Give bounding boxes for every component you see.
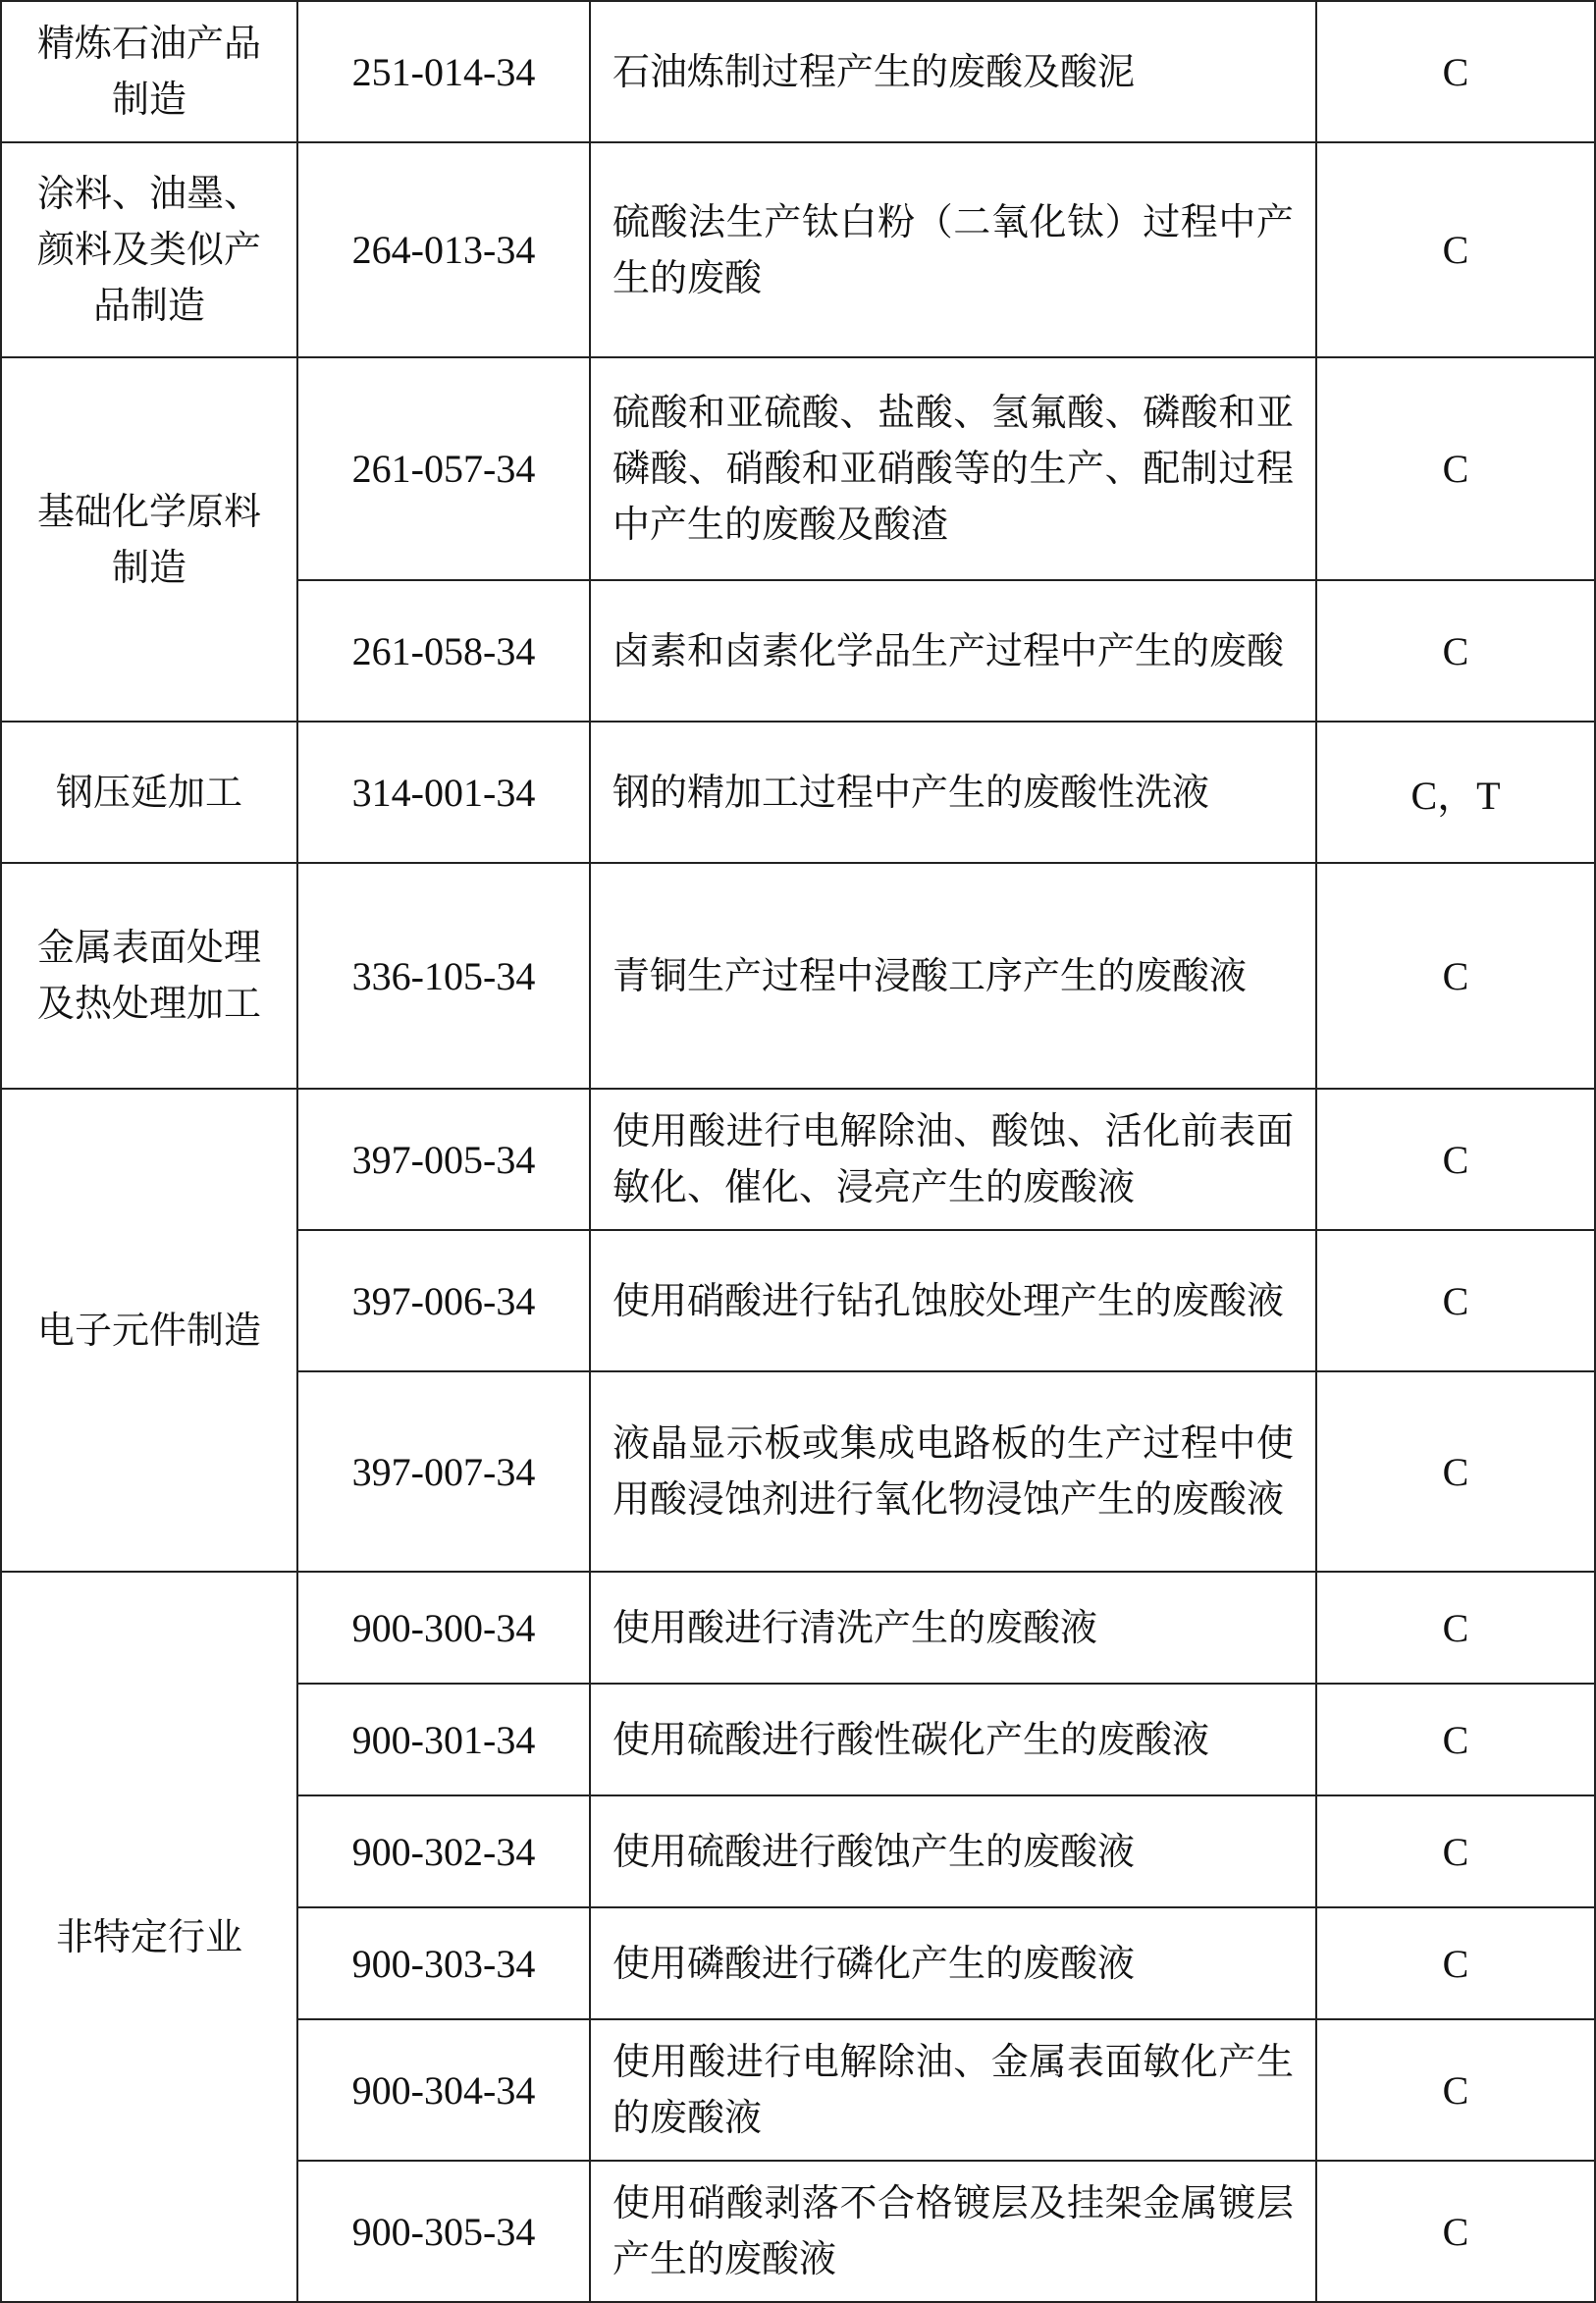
table-row xyxy=(1,722,1595,863)
hazard-characteristic-cell: C xyxy=(1316,142,1595,357)
waste-code-cell: 251-014-34 xyxy=(297,1,590,142)
hazard-characteristic-cell: C xyxy=(1316,1230,1595,1371)
waste-code-cell: 264-013-34 xyxy=(297,142,590,357)
hazard-characteristic-cell: C，T xyxy=(1316,722,1595,863)
waste-code-cell: 336-105-34 xyxy=(297,863,590,1089)
hazard-characteristic-cell: C xyxy=(1316,580,1595,722)
waste-description-cell: 使用酸进行清洗产生的废酸液 xyxy=(590,1572,1316,1684)
hazard-characteristic-cell: C xyxy=(1316,863,1595,1089)
waste-description-cell: 石油炼制过程产生的废酸及酸泥 xyxy=(590,1,1316,142)
industry-cell: 基础化学原料制造 xyxy=(1,357,297,722)
hazard-characteristic-cell: C xyxy=(1316,357,1595,580)
table-row xyxy=(1,1572,1595,1684)
hazard-characteristic-cell: C xyxy=(1316,2161,1595,2302)
waste-description-cell: 使用硝酸进行钻孔蚀胶处理产生的废酸液 xyxy=(590,1230,1316,1371)
waste-description-cell: 使用硫酸进行酸性碳化产生的废酸液 xyxy=(590,1684,1316,1795)
hazard-characteristic-cell: C xyxy=(1316,1907,1595,2019)
hazard-characteristic-cell: C xyxy=(1316,1371,1595,1572)
table-row xyxy=(1,1,1595,142)
industry-cell: 涂料、油墨、颜料及类似产品制造 xyxy=(1,142,297,357)
industry-cell: 非特定行业 xyxy=(1,1572,297,2302)
table-row xyxy=(1,357,1595,580)
waste-description-cell: 硫酸和亚硫酸、盐酸、氢氟酸、磷酸和亚磷酸、硝酸和亚硝酸等的生产、配制过程中产生的废酸及酸渣 xyxy=(590,357,1316,580)
waste-code-cell: 397-006-34 xyxy=(297,1230,590,1371)
waste-description-cell: 使用酸进行电解除油、金属表面敏化产生的废酸液 xyxy=(590,2019,1316,2161)
hazard-characteristic-cell: C xyxy=(1316,1089,1595,1230)
waste-code-cell: 397-005-34 xyxy=(297,1089,590,1230)
industry-cell: 金属表面处理及热处理加工 xyxy=(1,863,297,1089)
industry-cell: 精炼石油产品制造 xyxy=(1,1,297,142)
hazard-characteristic-cell: C xyxy=(1316,1572,1595,1684)
waste-code-cell: 314-001-34 xyxy=(297,722,590,863)
waste-code-cell: 900-301-34 xyxy=(297,1684,590,1795)
waste-code-cell: 397-007-34 xyxy=(297,1371,590,1572)
waste-code-cell: 900-302-34 xyxy=(297,1795,590,1907)
hazard-characteristic-cell: C xyxy=(1316,1684,1595,1795)
table-row xyxy=(1,863,1595,1089)
hazard-characteristic-cell: C xyxy=(1316,2019,1595,2161)
waste-description-cell: 使用磷酸进行磷化产生的废酸液 xyxy=(590,1907,1316,2019)
waste-description-cell: 液晶显示板或集成电路板的生产过程中使用酸浸蚀剂进行氧化物浸蚀产生的废酸液 xyxy=(590,1371,1316,1572)
waste-description-cell: 青铜生产过程中浸酸工序产生的废酸液 xyxy=(590,863,1316,1089)
industry-cell: 电子元件制造 xyxy=(1,1089,297,1572)
industry-cell: 钢压延加工 xyxy=(1,722,297,863)
waste-description-cell: 卤素和卤素化学品生产过程中产生的废酸 xyxy=(590,580,1316,722)
waste-description-cell: 使用硫酸进行酸蚀产生的废酸液 xyxy=(590,1795,1316,1907)
table-row xyxy=(1,1089,1595,1230)
waste-code-cell: 900-304-34 xyxy=(297,2019,590,2161)
waste-code-cell: 900-305-34 xyxy=(297,2161,590,2302)
hazard-characteristic-cell: C xyxy=(1316,1,1595,142)
waste-code-cell: 261-058-34 xyxy=(297,580,590,722)
waste-description-cell: 使用硝酸剥落不合格镀层及挂架金属镀层产生的废酸液 xyxy=(590,2161,1316,2302)
waste-description-cell: 钢的精加工过程中产生的废酸性洗液 xyxy=(590,722,1316,863)
waste-code-cell: 900-303-34 xyxy=(297,1907,590,2019)
hazard-characteristic-cell: C xyxy=(1316,1795,1595,1907)
waste-code-cell: 261-057-34 xyxy=(297,357,590,580)
waste-description-cell: 使用酸进行电解除油、酸蚀、活化前表面敏化、催化、浸亮产生的废酸液 xyxy=(590,1089,1316,1230)
waste-code-cell: 900-300-34 xyxy=(297,1572,590,1684)
table-row xyxy=(1,142,1595,357)
waste-description-cell: 硫酸法生产钛白粉（二氧化钛）过程中产生的废酸 xyxy=(590,142,1316,357)
